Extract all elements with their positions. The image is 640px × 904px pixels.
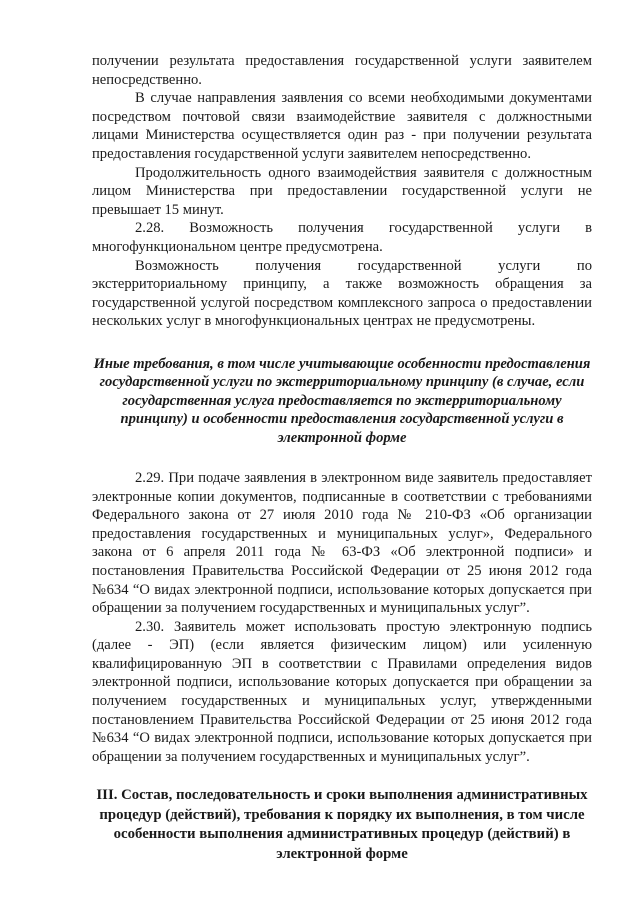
section-heading-chapter-3: III. Состав, последовательность и сроки выполнения административных процедур (действий), требования к порядку их выполнения, в том числе особенности выполнения административных процедур (действий) в электронной форме: [96, 787, 588, 862]
document-page: [92, 52, 592, 864]
paragraph-extraterritorial: Возможность получения государственной услуги по экстерриториальному принципу, а также возможность обращения за государственной услугой посредством комплексного запроса о предоставлении нескольких услуг в многофункциональных центрах не предусмотрены.: [92, 257, 592, 330]
paragraph-2-28: 2.28. Возможность получения государственной услуги в многофункциональном центре предусмотрена.: [92, 220, 592, 255]
section-heading-other-requirements: Иные требования, в том числе учитывающие особенности предоставления государственной услуги по экстерриториальному принципу (в случае, если государственная услуга предоставляется по экстерриториальному принципу) и особенности предоставления государственной услуги в электронной форме: [93, 355, 591, 446]
paragraph-interaction-duration: Продолжительность одного взаимодействия заявителя с должностным лицом Министерства при предоставлении государственной услуги не превышает 15 минут.: [92, 164, 592, 218]
paragraph-postal-interaction: В случае направления заявления со всеми необходимыми документами посредством почтовой связи взаимодействие заявителя с должностными лицами Министерства осуществляется один раз - при получении результата предоставления государственной услуги заявителем непосредственно.: [92, 90, 592, 162]
paragraph-2-30: 2.30. Заявитель может использовать простую электронную подпись (далее - ЭП) (если является физическим лицом) или усиленную квалифицированную ЭП в соответствии с Правилами определения видов электронной подписи, использование которых допускается при обращении за получением государственных и муниципальных услуг, утвержденными постановлением Правительства Российской Федерации от 25 июня 2012 года №634 “О видах электронной подписи, использование которых допускается при обращении за получением государственных и муниципальных услуг”.: [92, 618, 592, 765]
paragraph-2-29: 2.29. При подаче заявления в электронном виде заявитель предоставляет электронные копии документов, подписанные в соответствии с требованиями Федерального закона от 27 июля 2010 года № 210-ФЗ «Об организации предоставления государственных и муниципальных услуг», Федерального закона от 6 апреля 2011 года № 63-ФЗ «Об электронной подписи» и постановления Правительства Российской Федерации от 25 июня 2012 года №634 “О видах электронной подписи, использование которых допускается при обращении за получением государственных и муниципальных услуг”.: [92, 469, 592, 617]
paragraph-result-receipt: получении результата предоставления государственной услуги заявителем непосредственно.: [92, 53, 592, 88]
